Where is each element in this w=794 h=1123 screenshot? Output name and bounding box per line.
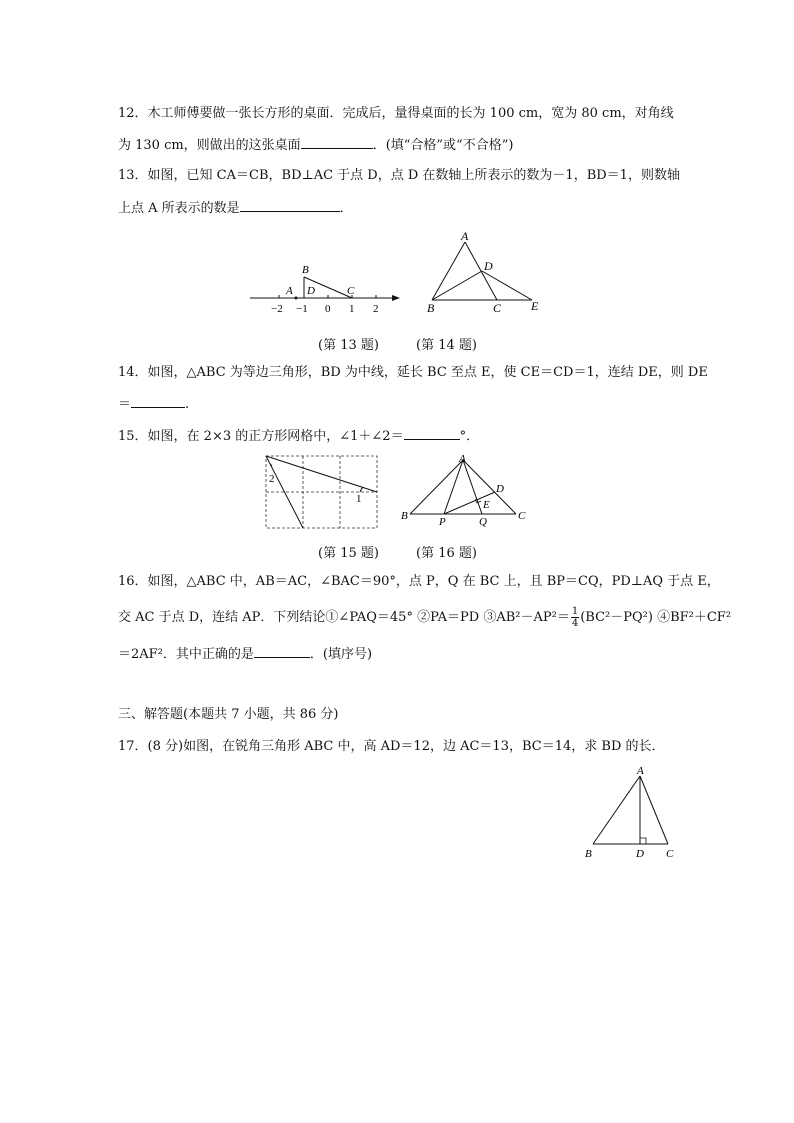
q15-text-b: °． — [459, 429, 480, 444]
q13-text-a: 上点 A 所表示的数是 — [118, 201, 240, 216]
q16-frac-numerator: 1 — [571, 606, 579, 617]
q16-text-c: ＝2AF²．其中正确的是 — [118, 647, 254, 662]
q16-text-a: 交 AC 于点 D，连结 AP．下列结论①∠PAQ＝45° ②PA＝PD ③AB²－AP²＝ — [118, 610, 570, 625]
fig16-label-A: A — [459, 453, 466, 465]
q14-answer-blank[interactable] — [131, 395, 185, 408]
fig17-label-C: C — [666, 848, 674, 860]
q14-text-b: . — [185, 397, 190, 412]
q16-fraction — [571, 606, 579, 629]
fig13-label-A: A — [286, 285, 293, 297]
section-3-heading: 三、解答题(本题共 7 小题，共 86 分) — [118, 707, 339, 722]
fig15-label-angle1: 1 — [356, 493, 362, 505]
fig15-caption: (第 15 题) — [318, 546, 379, 561]
q15-answer-blank[interactable] — [404, 427, 460, 440]
fig17-label-A: A — [637, 765, 644, 777]
fig16-caption: (第 16 题) — [416, 546, 477, 561]
q16-text-d: ．(填序号) — [309, 647, 373, 662]
fig15-label-angle2: 2 — [269, 473, 275, 485]
fig13-tick-neg1: −1 — [296, 303, 308, 315]
q12-answer-blank[interactable] — [301, 136, 373, 149]
fig16-label-Q: Q — [479, 516, 487, 528]
q13-line2 — [118, 199, 353, 217]
q16-line1: 16．如图，△ABC 中，AB＝AC，∠BAC＝90°，点 P，Q 在 BC 上，且 BP＝CQ，PD⊥AQ 于点 E， — [118, 574, 720, 589]
q14-line2 — [118, 395, 189, 413]
fig14-label-D: D — [484, 259, 493, 273]
q16-line2 — [118, 606, 731, 630]
q15-line — [118, 427, 479, 445]
q16-text-b: (BC²－PQ²) ④BF²＋CF² — [580, 610, 732, 625]
fig16-label-E: E — [483, 499, 490, 511]
figure-13 — [248, 258, 408, 320]
figure-17 — [580, 764, 685, 862]
q13-text-b: ． — [339, 201, 353, 216]
fig13-label-B: B — [302, 264, 309, 276]
fig13-tick-2: 2 — [373, 303, 379, 315]
q17-line1: 17．(8 分)如图，在锐角三角形 ABC 中，高 AD＝12，边 AC＝13，BC＝14，求 BD 的长． — [118, 739, 665, 754]
fig13-label-D: D — [307, 285, 315, 297]
q16-line3 — [118, 645, 372, 663]
fig16-label-C: C — [518, 510, 526, 522]
fig14-label-C: C — [493, 301, 502, 315]
fig13-label-C: C — [347, 285, 355, 297]
q14-line1: 14．如图，△ABC 为等边三角形，BD 为中线，延长 BC 至点 E，使 CE＝CD＝1，连结 DE，则 DE — [118, 365, 708, 380]
q14-text-a: ＝ — [118, 397, 132, 412]
fig14-label-E: E — [531, 299, 539, 313]
fig14-caption: (第 14 题) — [416, 338, 477, 353]
fig16-label-D: D — [496, 483, 504, 495]
fig16-label-B: B — [401, 510, 408, 522]
fig13-tick-1: 1 — [349, 303, 355, 315]
q15-text-a: 15．如图，在 2×3 的正方形网格中，∠1＋∠2＝ — [118, 429, 404, 444]
figure-14 — [420, 228, 550, 318]
q16-answer-blank[interactable] — [254, 645, 310, 658]
q13-line1: 13．如图，已知 CA＝CB，BD⊥AC 于点 D，点 D 在数轴上所表示的数为－1，BD＝1，则数轴 — [118, 168, 680, 183]
fig13-caption: (第 13 题) — [318, 338, 379, 353]
fig17-label-B: B — [585, 848, 592, 860]
q16-frac-denominator: 4 — [571, 618, 579, 629]
q12-text-a: 为 130 cm，则做出的这张桌面 — [118, 138, 301, 153]
fig17-label-D: D — [636, 848, 644, 860]
figure-15 — [262, 452, 382, 534]
fig16-label-P: P — [439, 516, 446, 528]
q13-answer-blank[interactable] — [240, 199, 340, 212]
q12-line2 — [118, 136, 513, 154]
q12-text-b: ．(填“合格”或“不合格”) — [372, 138, 514, 153]
figure-16 — [396, 452, 536, 532]
fig13-tick-0: 0 — [325, 303, 331, 315]
q12-line1: 12．木工师傅要做一张长方形的桌面．完成后，量得桌面的长为 100 cm，宽为 80 cm，对角线 — [118, 106, 674, 121]
fig14-label-A: A — [461, 229, 469, 243]
fig14-label-B: B — [427, 301, 435, 315]
fig13-tick-neg2: −2 — [271, 303, 283, 315]
